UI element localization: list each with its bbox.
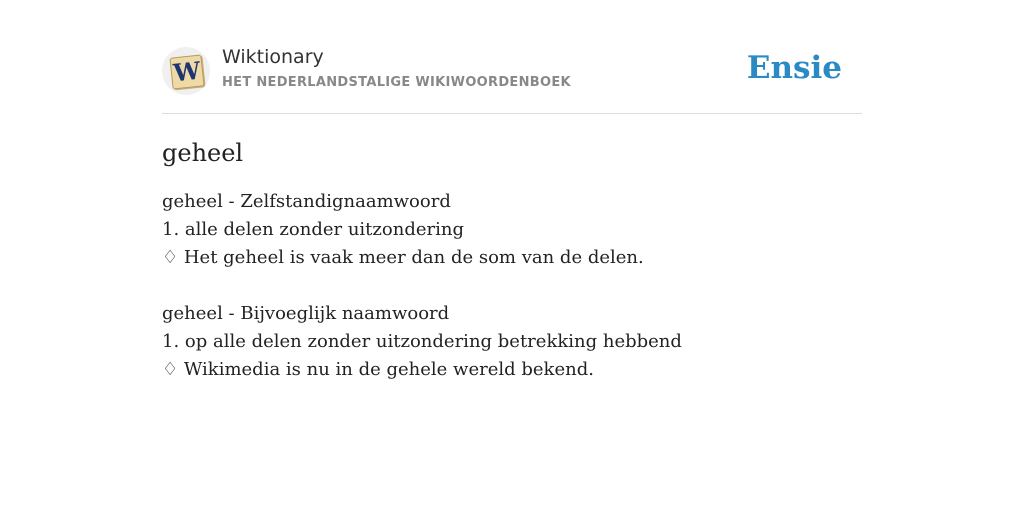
page [162, 0, 862, 384]
entries-list [162, 188, 862, 384]
page-title: geheel [162, 139, 244, 167]
ensie-brand-link[interactable]: Ensie [746, 50, 842, 86]
site-tagline: HET NEDERLANDSTALIGE WIKIWOORDENBOEK [222, 75, 571, 90]
entry-heading: geheel - Zelfstandignaamwoord [162, 191, 451, 212]
entry-heading: geheel - Bijvoeglijk naamwoord [162, 303, 450, 324]
entry [162, 300, 862, 384]
wiktionary-logo-icon[interactable] [162, 47, 210, 95]
site-header [162, 0, 862, 114]
entry-definition: 1. op alle delen zonder uitzondering betrekking hebbend [162, 331, 682, 352]
entry-example: ♢ Het geheel is vaak meer dan de som van de delen. [162, 247, 644, 268]
logo-letter: W [172, 55, 202, 88]
site-name[interactable]: Wiktionary [222, 46, 324, 68]
logo-tile [169, 54, 204, 89]
entry-definition: 1. alle delen zonder uitzondering [162, 219, 464, 240]
entry-example: ♢ Wikimedia is nu in de gehele wereld bekend. [162, 359, 594, 380]
entry [162, 188, 862, 272]
